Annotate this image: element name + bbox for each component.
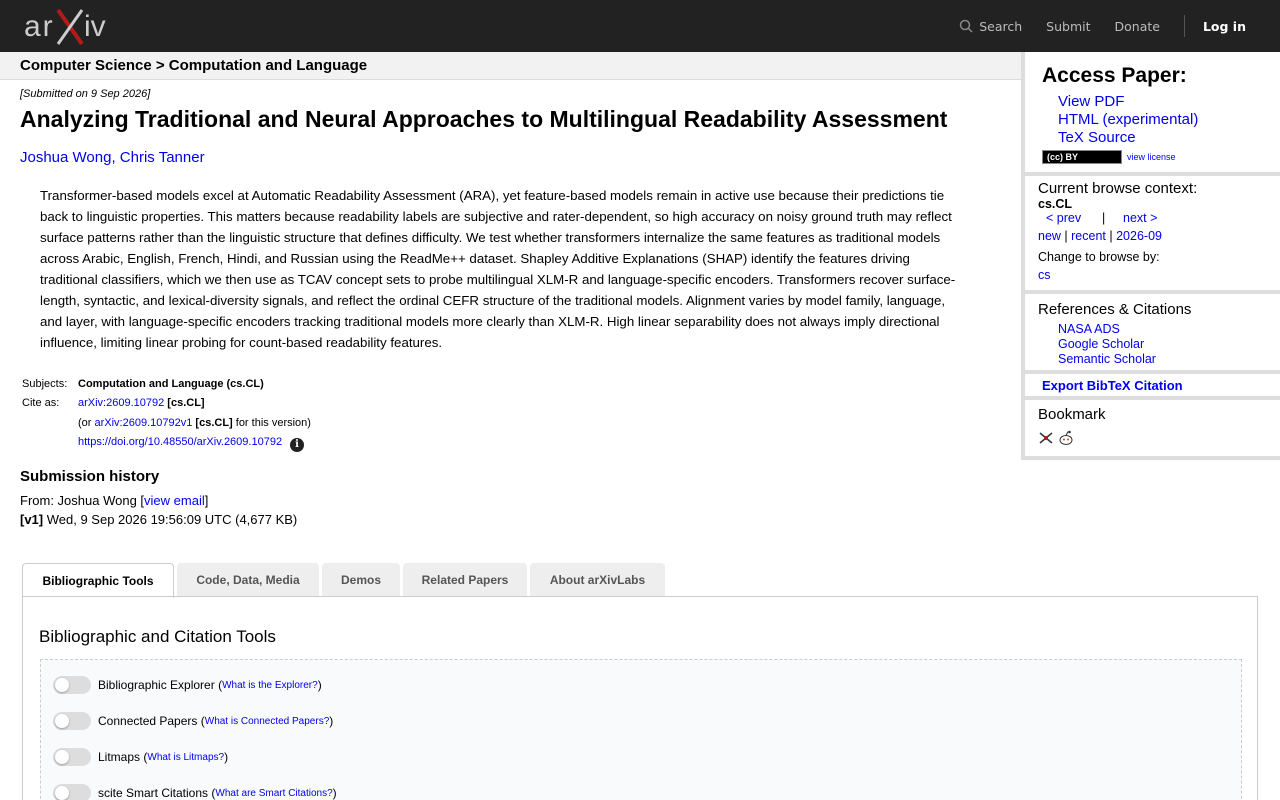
- tool-row: Connected Papers ( What is Connected Papers? ): [53, 712, 333, 730]
- new-link[interactable]: new: [1038, 229, 1061, 243]
- toggle-switch[interactable]: [53, 676, 91, 694]
- bibsonomy-icon[interactable]: [1038, 430, 1054, 446]
- tex-source-link[interactable]: TeX Source: [1058, 129, 1136, 146]
- from-suffix: ]: [204, 493, 209, 508]
- version-entry: [20, 512, 297, 527]
- nasa-ads-link[interactable]: NASA ADS: [1058, 322, 1120, 336]
- from-prefix: From: Joshua Wong [: [20, 493, 145, 508]
- abstract-line: and layer, with language-specific encoders tracking traditional models more clearly than XLM-R. High linear separability does not always imply directional: [40, 314, 940, 329]
- tools-panel: [22, 596, 1258, 800]
- references-box: [1025, 294, 1280, 370]
- toggle-switch[interactable]: [53, 784, 91, 800]
- abstract-line: Transformer-based models excel at Automatic Readability Assessment (ARA), yet feature-based models remain in active use because their predictions tie: [40, 188, 945, 203]
- view-license-link[interactable]: view license: [1127, 152, 1176, 162]
- refs-heading: References & Citations: [1038, 301, 1192, 318]
- tool-row: Bibliographic Explorer ( What is the Explorer? ): [53, 676, 322, 694]
- abstract-line: back to linguistic properties. This matters because readability labels are subjective and rater-dependent, so high accuracy on noisy ground truth may reflect: [40, 209, 952, 224]
- reddit-icon[interactable]: [1058, 430, 1074, 446]
- tool-label: scite Smart Citations: [98, 786, 209, 800]
- view-pdf-link[interactable]: View PDF: [1058, 93, 1125, 110]
- bookmark-box: [1025, 400, 1280, 456]
- version-label: [v1]: [20, 512, 44, 527]
- arxiv-logo[interactable]: [22, 6, 112, 46]
- nav-separator: |: [1102, 211, 1106, 225]
- tab-demos[interactable]: Demos: [322, 563, 400, 597]
- context-heading: Current browse context:: [1038, 180, 1198, 197]
- access-paper-box: [1025, 52, 1280, 172]
- submission-from: [20, 493, 208, 508]
- tab-about-arxivlabs[interactable]: About arXivLabs: [530, 563, 665, 597]
- submitted-date: [Submitted on 9 Sep 2026]: [20, 88, 151, 100]
- tool-help-link[interactable]: What is the Explorer?: [222, 679, 318, 691]
- breadcrumb[interactable]: Computer Science > Computation and Language: [20, 57, 368, 74]
- paper-title: Analyzing Traditional and Neural Approaches to Multilingual Readability Assessment: [20, 106, 948, 132]
- browse-cs-link[interactable]: cs: [1038, 268, 1051, 282]
- tools-list: [40, 659, 1242, 800]
- submit-link[interactable]: Submit: [1046, 18, 1091, 34]
- bibtex-box: [1025, 374, 1280, 396]
- toggle-switch[interactable]: [53, 712, 91, 730]
- author-link[interactable]: Joshua Wong: [20, 149, 112, 166]
- submission-history-heading: Submission history: [20, 468, 160, 485]
- next-link[interactable]: next >: [1123, 211, 1158, 225]
- cite-label: Cite as:: [22, 397, 60, 409]
- svg-text:ar: ar: [24, 10, 55, 43]
- recent-link[interactable]: recent: [1071, 229, 1106, 243]
- bookmark-heading: Bookmark: [1038, 406, 1106, 423]
- tool-help-link[interactable]: What is Litmaps?: [147, 751, 225, 763]
- version-suffix: for this version): [232, 417, 311, 429]
- tool-row: scite Smart Citations ( What are Smart Citations? ): [53, 784, 337, 800]
- tool-help-link[interactable]: What are Smart Citations?: [215, 787, 333, 799]
- semantic-scholar-link[interactable]: Semantic Scholar: [1058, 352, 1156, 366]
- doi-link[interactable]: https://doi.org/10.48550/arXiv.2609.10792: [78, 436, 283, 448]
- nav-divider: [1184, 15, 1185, 37]
- abstract: [40, 185, 985, 353]
- html-link[interactable]: HTML (experimental): [1058, 111, 1199, 128]
- subjects-label: Subjects:: [22, 378, 68, 390]
- top-nav: [959, 0, 1280, 52]
- author-link[interactable]: Chris Tanner: [119, 149, 205, 166]
- svg-text:iv: iv: [84, 10, 106, 43]
- browse-context-box: Current browse context: cs.CL < prev | next > new | recent | 2026-09 Change to browse by: cs: [1025, 176, 1280, 290]
- tool-label: Litmaps: [98, 750, 141, 764]
- abstract-line: length, syntactic, and lexical-diversity signals, and reflect the ordinal CEFR structure of the traditional models. Alignment varies by model family, language,: [40, 293, 946, 308]
- change-browse-label: Change to browse by:: [1038, 250, 1160, 264]
- toggle-switch[interactable]: [53, 748, 91, 766]
- export-bibtex-link[interactable]: Export BibTeX Citation: [1042, 378, 1183, 393]
- tab-code-data-media[interactable]: Code, Data, Media: [177, 563, 319, 597]
- cc-license-badge[interactable]: (cc) BY: [1042, 150, 1122, 164]
- tab-related-papers[interactable]: Related Papers: [403, 563, 527, 597]
- tool-help-link[interactable]: What is Connected Papers?: [204, 715, 330, 727]
- tool-label: Connected Papers: [98, 714, 198, 728]
- authors: Joshua Wong, Chris Tanner: [20, 149, 205, 166]
- google-scholar-link[interactable]: Google Scholar: [1058, 337, 1145, 351]
- version-prefix: (or: [78, 417, 95, 429]
- cite-tag: [cs.CL]: [167, 397, 205, 409]
- tools-heading: Bibliographic and Citation Tools: [39, 627, 276, 646]
- abstract-line: influence, limiting linear probing for count-based readability features.: [40, 335, 443, 350]
- abstract-line: surface patterns rather than the linguistic structure that defines difficulty. We test whether transformers internalize the same features as traditional models: [40, 230, 941, 245]
- abstract-line: traditional classifiers, which we then use as TCAV concept sets to probe multilingual XLM-R and language-specific encoders. Transformers recover surface-: [40, 272, 956, 287]
- version-date: Wed, 9 Sep 2026 19:56:09 UTC (4,677 KB): [43, 512, 298, 527]
- search-icon: [959, 19, 973, 33]
- view-email-link[interactable]: view email: [144, 493, 205, 508]
- login-link[interactable]: Log in: [1202, 18, 1246, 34]
- version-id-link[interactable]: arXiv:2609.10792v1: [94, 417, 193, 429]
- top-header: [0, 0, 1280, 52]
- sidebar: [1021, 52, 1280, 460]
- info-icon[interactable]: i: [290, 438, 304, 452]
- access-heading: Access Paper:: [1042, 64, 1187, 87]
- donate-link[interactable]: Donate: [1114, 18, 1160, 34]
- version-tag: [cs.CL]: [195, 417, 233, 429]
- tool-row: Litmaps ( What is Litmaps? ): [53, 748, 228, 766]
- search-label: Search: [979, 18, 1023, 34]
- tab-bibliographic-tools[interactable]: Bibliographic Tools: [22, 563, 174, 598]
- month-link[interactable]: 2026-09: [1116, 229, 1162, 243]
- breadcrumb-bar: [0, 52, 1021, 80]
- abstract-line: across Arabic, English, French, Hindi, and Russian using the ReadMe++ dataset. Shapley Additive Explanations (SHAP) identify the features driving: [40, 251, 910, 266]
- subjects-value: Computation and Language (cs.CL): [78, 378, 264, 390]
- prev-link[interactable]: < prev: [1046, 211, 1082, 225]
- context-value: cs.CL: [1038, 197, 1073, 211]
- cite-id-link[interactable]: arXiv:2609.10792: [78, 397, 165, 409]
- tool-label: Bibliographic Explorer: [98, 678, 215, 692]
- search-link[interactable]: [959, 19, 1022, 34]
